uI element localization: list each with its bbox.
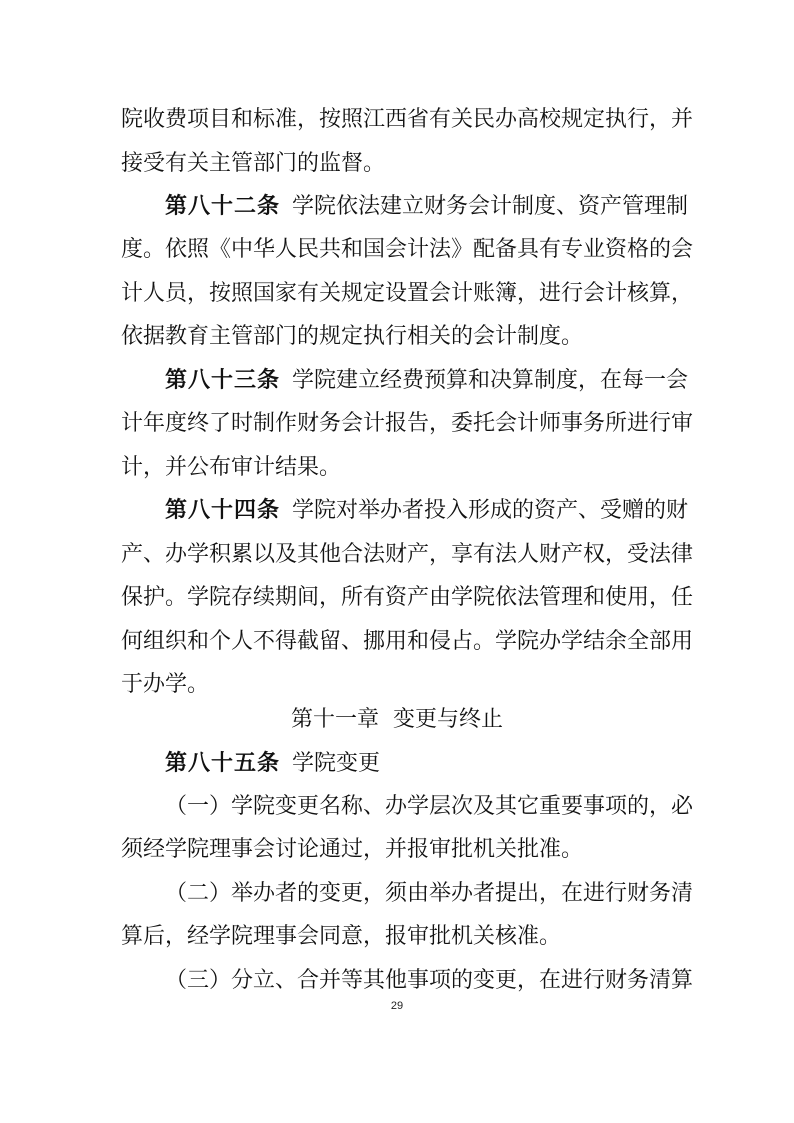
article-82-first-line (165, 189, 689, 225)
paragraph-line: 何组织和个人不得截留、挪用和侵占。学院办学结余全部用 (121, 629, 694, 654)
article-82-heading: 第八十二条 (165, 194, 281, 219)
paragraph-line: 保护。学院存续期间，所有资产由学院依法管理和使用，任 (121, 585, 694, 610)
paragraph-line: 接受有关主管部门的监督。 (121, 151, 386, 176)
article-85-first-line (165, 746, 673, 782)
article-83-heading: 第八十三条 (165, 368, 281, 393)
paragraph-line: 算后，经学院理事会同意，报审批机关核准。 (121, 924, 562, 949)
paragraph-line: 依据教育主管部门的规定执行相关的会计制度。 (121, 324, 584, 349)
article-83-first-line (165, 363, 689, 399)
article-84-first-line (165, 493, 689, 529)
chapter-title: 变更与终止 (393, 707, 504, 732)
paragraph-line: 计人员，按照国家有关规定设置会计账簿，进行会计核算， (121, 281, 694, 306)
paragraph-line: 度。依照《中华人民共和国会计法》配备具有专业资格的会 (121, 237, 694, 262)
paragraph-line: 产、办学积累以及其他合法财产，享有法人财产权，受法律 (121, 542, 694, 567)
article-83-text: 学院建立经费预算和决算制度，在每一会 (292, 368, 689, 393)
article-85-text: 学院变更 (292, 751, 381, 776)
paragraph-line: 计，并公布审计结果。 (121, 455, 342, 480)
paragraph-line: 院收费项目和标准，按照江西省有关民办高校规定执行，并 (121, 107, 694, 132)
item-3-first-line: （三）分立、合并等其他事项的变更，在进行财务清算 (165, 968, 694, 993)
item-2-first-line: （二）举办者的变更，须由举办者提出，在进行财务清 (165, 881, 694, 906)
article-85-heading: 第八十五条 (165, 751, 281, 776)
paragraph-line: 计年度终了时制作财务会计报告，委托会计师事务所进行审 (121, 411, 694, 436)
page-number: 29 (390, 1000, 404, 1012)
chapter-heading (0, 702, 794, 738)
chapter-number: 第十一章 (290, 707, 379, 732)
article-84-heading: 第八十四条 (165, 498, 281, 523)
item-1-first-line: （一）学院变更名称、办学层次及其它重要事项的，必 (165, 794, 694, 819)
paragraph-line: 于办学。 (121, 672, 210, 697)
article-84-text: 学院对举办者投入形成的资产、受赠的财 (292, 498, 689, 523)
article-82-text: 学院依法建立财务会计制度、资产管理制 (292, 194, 689, 219)
paragraph-line: 须经学院理事会讨论通过，并报审批机关批准。 (121, 837, 584, 862)
